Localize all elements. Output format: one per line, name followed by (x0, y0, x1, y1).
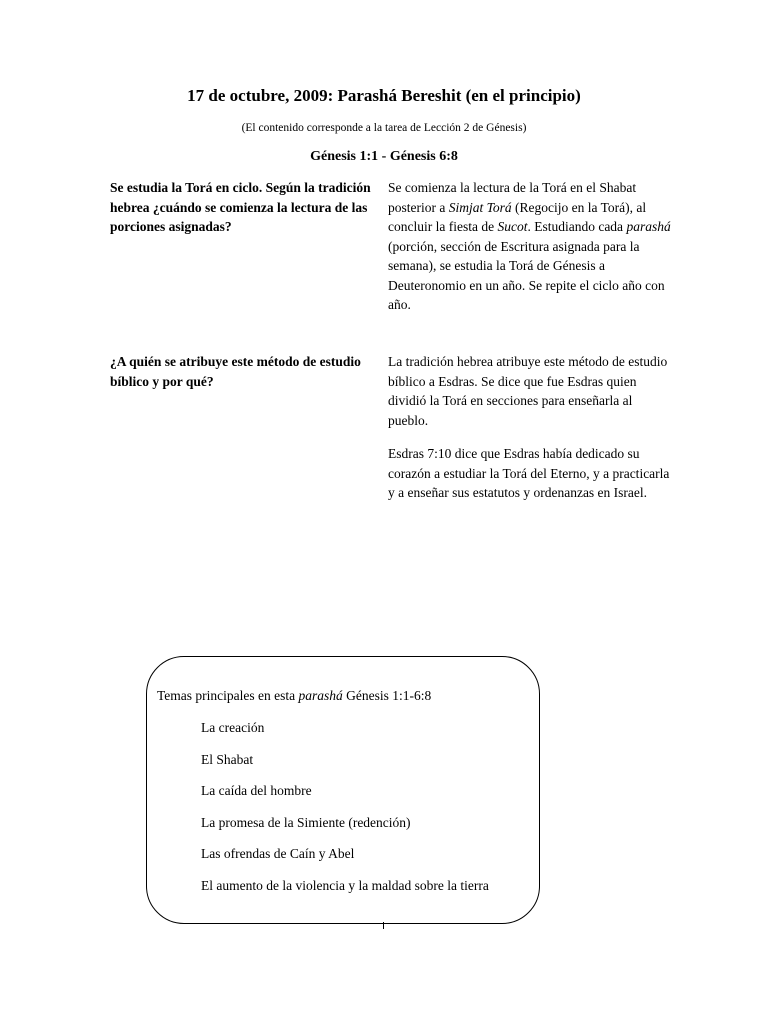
page-subtitle: (El contenido corresponde a la tarea de Lección 2 de Génesis) (241, 122, 527, 134)
passage-reference: Génesis 1:1 - Génesis 6:8 (310, 149, 458, 164)
topic-item: El aumento de la violencia y la maldad sobre la tierra (201, 877, 489, 893)
answer-term-simjat-tora: Simjat Torá (448, 199, 512, 215)
answer-text (388, 352, 673, 517)
question-text: ¿A quién se atribuye este método de estudio bíblico y por qué? (110, 354, 361, 389)
question-text: Se estudia la Torá en ciclo. Según la tradición hebrea ¿cuándo se comienza la lectura de las porciones asignadas? (110, 180, 371, 234)
topics-heading-suffix: Génesis 1:1-6:8 (342, 688, 432, 703)
topic-item: La promesa de la Simiente (redención) (201, 814, 411, 830)
topics-box (146, 656, 540, 924)
answer-text (388, 178, 673, 315)
topic-item: El Shabat (201, 751, 254, 767)
topics-list (201, 719, 489, 908)
topics-heading-prefix: Temas principales en esta (157, 688, 299, 703)
answer-segment: . Estudiando cada (527, 219, 627, 234)
answer-segment: Se comienza la lectura de la Torá en el Shabat posterior a (388, 180, 637, 215)
answer-segment: (Regocijo en la Torá), al concluir la fiesta de (388, 199, 647, 234)
topics-heading (157, 687, 431, 705)
page-title: 17 de octubre, 2009: Parashá Bereshit (en el principio) (187, 86, 581, 105)
topic-item: La caída del hombre (201, 783, 312, 798)
page-tick-mark (383, 922, 384, 929)
topic-item: Las ofrendas de Caín y Abel (201, 846, 355, 861)
answer-segment: (porción, sección de Escritura asignada para la semana), se estudia la Torá de Génesis a Deuteronomio en un año. Se repite el ciclo año con año. (388, 238, 665, 312)
answer-paragraph: Esdras 7:10 dice que Esdras había dedicado su corazón a estudiar la Torá del Eterno, y a practicarla y a enseñar sus estatutos y ordenanzas en Israel. (388, 446, 670, 500)
answer-term-sucot: Sucot (497, 219, 528, 234)
topics-heading-italic: parashá (298, 688, 343, 703)
answer-term-parasha: parashá (626, 219, 671, 234)
topic-item: La creación (201, 720, 265, 735)
answer-paragraph: La tradición hebrea atribuye este método de estudio bíblico a Esdras. Se dice que fue Esdras quien dividió la Torá en secciones para enseñarla al pueblo. (388, 354, 668, 428)
